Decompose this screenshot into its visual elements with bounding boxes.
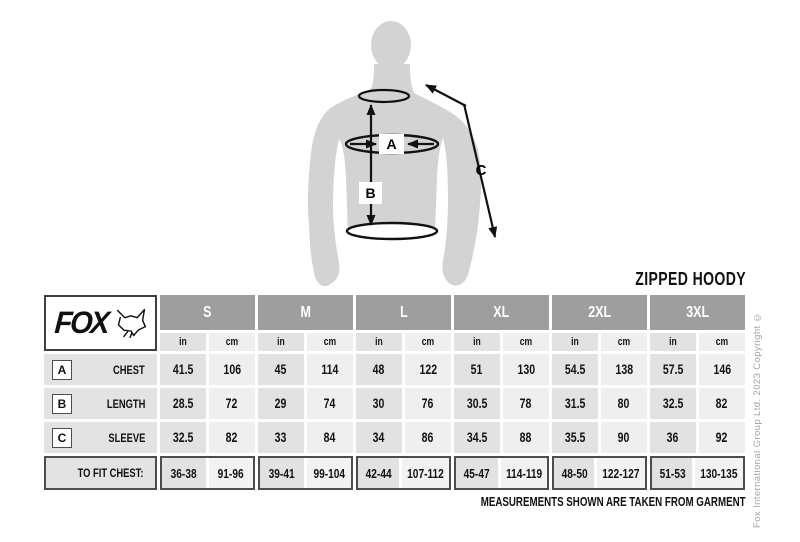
measurement-cell: 138: [601, 354, 647, 385]
fox-logo: [44, 295, 157, 351]
size-col-header: 2XL: [552, 295, 647, 330]
measurement-cell: 78: [503, 388, 549, 419]
measurement-cell: 88: [503, 422, 549, 453]
measurement-cell: 92: [699, 422, 745, 453]
row-key-badge: A: [52, 360, 72, 380]
size-col-header: M: [258, 295, 353, 330]
measurement-cell: 130: [503, 354, 549, 385]
measurement-cell: 45: [258, 354, 304, 385]
unit-header: cm: [307, 333, 353, 351]
measurement-cell: 82: [699, 388, 745, 419]
measurement-cell: 82: [209, 422, 255, 453]
measurement-cell: 34: [356, 422, 402, 453]
page-title: ZIPPED HOODY: [635, 269, 746, 289]
measurement-cell: 34.5: [454, 422, 500, 453]
measurement-cell: 31.5: [552, 388, 598, 419]
measurement-cell: 29: [258, 388, 304, 419]
size-col-header: 3XL: [650, 295, 745, 330]
unit-header: cm: [699, 333, 745, 351]
unit-header: in: [258, 333, 304, 351]
measurement-cell: 76: [405, 388, 451, 419]
measurement-cell: 57.5: [650, 354, 696, 385]
measurement-cell: 106: [209, 354, 255, 385]
unit-header: cm: [601, 333, 647, 351]
measurement-cell: 35.5: [552, 422, 598, 453]
size-col-header: L: [356, 295, 451, 330]
measurements-footnote: MEASUREMENTS SHOWN ARE TAKEN FROM GARMENT: [481, 495, 746, 509]
unit-header: cm: [503, 333, 549, 351]
unit-header: in: [160, 333, 206, 351]
unit-header: in: [356, 333, 402, 351]
measurement-cell: 30: [356, 388, 402, 419]
unit-header: in: [454, 333, 500, 351]
diagram-label-b: B: [365, 185, 376, 201]
copyright-text: Fox International Group Ltd. 2023 Copyright ©: [752, 310, 763, 528]
fit-range-pair: 48-50 122-127: [552, 456, 647, 490]
measurement-cell: 51: [454, 354, 500, 385]
measurement-cell: 146: [699, 354, 745, 385]
row-label-chest: A CHEST: [44, 354, 157, 385]
diagram-label-a: A: [386, 136, 397, 152]
fit-range-pair: 42-44 107-112: [356, 456, 451, 490]
diagram-label-c: C: [475, 162, 487, 179]
fit-range-pair: 36-38 91-96: [160, 456, 255, 490]
measurement-cell: 74: [307, 388, 353, 419]
measurement-cell: 36: [650, 422, 696, 453]
measurement-cell: 32.5: [650, 388, 696, 419]
measurement-cell: 86: [405, 422, 451, 453]
measurement-cell: 122: [405, 354, 451, 385]
measurement-cell: 41.5: [160, 354, 206, 385]
row-key-badge: B: [52, 394, 72, 414]
unit-header: cm: [405, 333, 451, 351]
fit-row-label: TO FIT CHEST:: [44, 456, 157, 490]
measurement-cell: 114: [307, 354, 353, 385]
measurement-cell: 72: [209, 388, 255, 419]
measurement-cell: 30.5: [454, 388, 500, 419]
measurement-cell: 80: [601, 388, 647, 419]
fox-head-icon: [114, 307, 148, 339]
measurement-cell: 84: [307, 422, 353, 453]
measurement-cell: 33: [258, 422, 304, 453]
measurement-cell: 32.5: [160, 422, 206, 453]
measurement-cell: 28.5: [160, 388, 206, 419]
unit-header: cm: [209, 333, 255, 351]
size-col-header: XL: [454, 295, 549, 330]
fox-logo-text: FOX: [53, 305, 110, 340]
fit-range-pair: 45-47 114-119: [454, 456, 549, 490]
row-label-sleeve: C SLEEVE: [44, 422, 157, 453]
measurement-cell: 90: [601, 422, 647, 453]
unit-header: in: [650, 333, 696, 351]
size-col-header: S: [160, 295, 255, 330]
size-chart-table: [44, 295, 745, 490]
measurement-cell: 48: [356, 354, 402, 385]
fit-range-pair: 39-41 99-104: [258, 456, 353, 490]
row-label-length: B LENGTH: [44, 388, 157, 419]
row-key-badge: C: [52, 428, 72, 448]
measurement-cell: 54.5: [552, 354, 598, 385]
garment-measure-diagram: [250, 8, 550, 290]
unit-header: in: [552, 333, 598, 351]
fit-range-pair: 51-53 130-135: [650, 456, 745, 490]
hem-ellipse: [347, 223, 437, 239]
